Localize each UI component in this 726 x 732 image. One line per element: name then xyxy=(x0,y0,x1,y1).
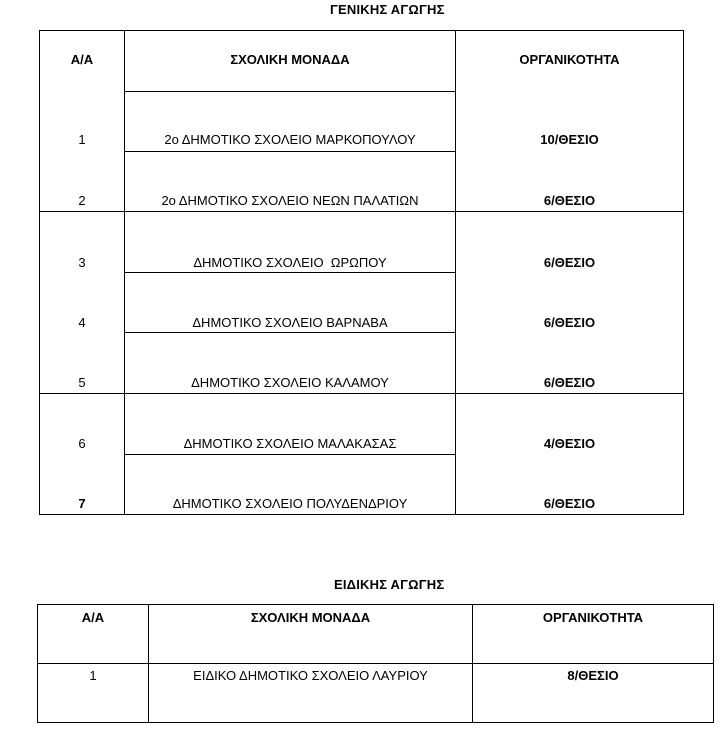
header-unit: ΣΧΟΛΙΚΗ ΜΟΝΑΔΑ xyxy=(250,610,371,625)
row-divider xyxy=(124,332,456,333)
table-border-bottom xyxy=(37,722,714,723)
row-capacity: 8/ΘΕΣΙΟ xyxy=(567,668,619,683)
row-unit: ΔΗΜΟΤΙΚΟ ΣΧΟΛΕΙΟ ΒΑΡΝΑΒΑ xyxy=(192,315,388,330)
row-aa: 1 xyxy=(78,132,86,147)
row-capacity: 6/ΘΕΣΙΟ xyxy=(543,255,596,270)
table-border-top xyxy=(39,30,684,31)
header-capacity: ΟΡΓΑΝΙΚΟΤΗΤΑ xyxy=(519,52,620,67)
row-unit: ΔΗΜΟΤΙΚΟ ΣΧΟΛΕΙΟ ΜΑΛΑΚΑΣΑΣ xyxy=(183,436,397,451)
row-divider xyxy=(124,91,456,92)
row-aa: 3 xyxy=(78,255,86,270)
header-aa: Α/Α xyxy=(81,610,105,625)
row-divider xyxy=(124,272,456,273)
special-table-title: ΕΙΔΙΚΗΣ ΑΓΩΓΗΣ xyxy=(334,577,445,592)
row-divider xyxy=(124,454,456,455)
row-divider xyxy=(39,393,684,394)
row-unit: ΔΗΜΟΤΙΚΟ ΣΧΟΛΕΙΟ ΩΡΩΠΟΥ xyxy=(193,255,387,270)
row-capacity: 4/ΘΕΣΙΟ xyxy=(543,436,596,451)
row-unit: ΕΙΔΙΚΟ ΔΗΜΟΤΙΚΟ ΣΧΟΛΕΙΟ ΛΑΥΡΙΟΥ xyxy=(193,668,428,683)
row-aa: 5 xyxy=(78,375,86,390)
header-aa: Α/Α xyxy=(70,52,94,67)
row-capacity: 6/ΘΕΣΙΟ xyxy=(543,193,596,208)
row-capacity: 6/ΘΕΣΙΟ xyxy=(543,375,596,390)
row-capacity: 6/ΘΕΣΙΟ xyxy=(543,315,596,330)
row-aa: 7 xyxy=(78,496,86,511)
header-unit: ΣΧΟΛΙΚΗ ΜΟΝΑΔΑ xyxy=(230,52,350,67)
row-unit: ΔΗΜΟΤΙΚΟ ΣΧΟΛΕΙΟ ΠΟΛΥΔΕΝΔΡΙΟΥ xyxy=(172,496,408,511)
row-divider xyxy=(37,663,714,664)
general-table-title: ΓΕΝΙΚΗΣ ΑΓΩΓΗΣ xyxy=(330,2,445,17)
row-capacity: 10/ΘΕΣΙΟ xyxy=(540,132,599,147)
table-border-top xyxy=(37,604,714,605)
row-unit: ΔΗΜΟΤΙΚΟ ΣΧΟΛΕΙΟ ΚΑΛΑΜΟΥ xyxy=(191,375,389,390)
row-aa: 1 xyxy=(89,668,97,683)
row-capacity: 6/ΘΕΣΙΟ xyxy=(543,496,596,511)
row-unit: 2ο ΔΗΜΟΤΙΚΟ ΣΧΟΛΕΙΟ ΜΑΡΚΟΠΟΥΛΟΥ xyxy=(164,132,416,147)
row-divider xyxy=(39,211,684,212)
row-aa: 2 xyxy=(78,193,86,208)
table-border-bottom xyxy=(39,514,684,515)
row-aa: 6 xyxy=(78,436,86,451)
row-divider xyxy=(124,151,456,152)
header-capacity: ΟΡΓΑΝΙΚΟΤΗΤΑ xyxy=(542,610,644,625)
row-aa: 4 xyxy=(78,315,86,330)
row-unit: 2ο ΔΗΜΟΤΙΚΟ ΣΧΟΛΕΙΟ ΝΕΩΝ ΠΑΛΑΤΙΩΝ xyxy=(161,193,419,208)
